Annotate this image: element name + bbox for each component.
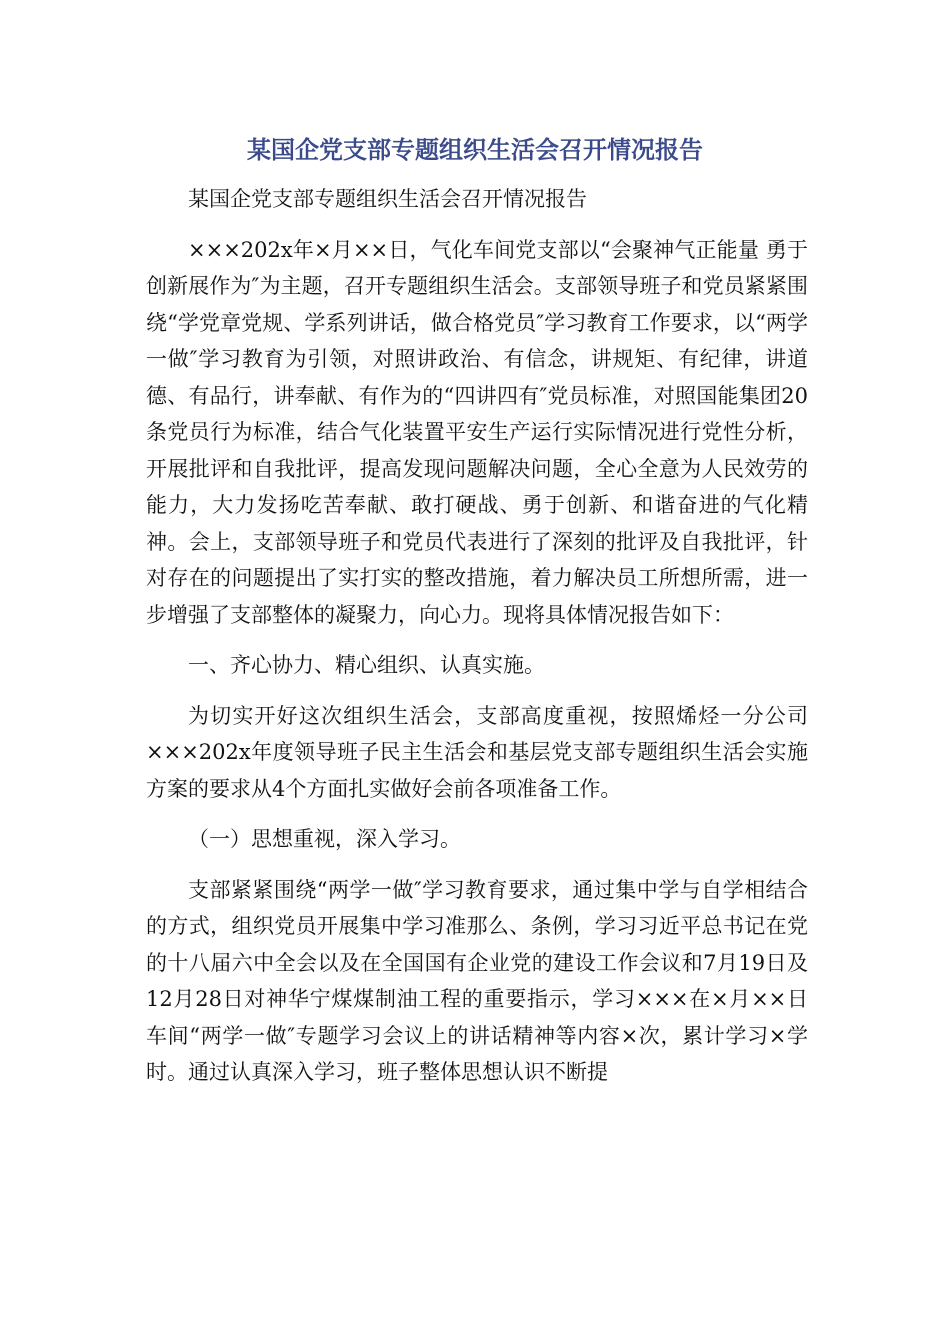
- subsection-1-paragraph: 支部紧紧围绕“两学一做″学习教育要求，通过集中学与自学相结合的方式，组织党员开展集中学习准那么、条例，学习习近平总书记在党的十八届六中全会以及在全国国有企业党的建设工作会议和7月19日及12月28日对神华宁煤煤制油工程的重要指示，学习×××在×月××日车间“两学一做″专题学习会议上的讲话精神等内容×次，累计学习×学时。通过认真深入学习，班子整体思想认识不断提: [146, 877, 808, 1084]
- subtitle-paragraph: 某国企党支部专题组织生活会召开情况报告: [188, 187, 587, 211]
- section-heading-1: 一、齐心协力、精心组织、认真实施。: [188, 653, 545, 677]
- document-title: 某国企党支部专题组织生活会召开情况报告: [247, 136, 703, 164]
- subsection-heading-1: （一）思想重视，深入学习。: [188, 827, 461, 851]
- document-body: [146, 181, 808, 1091]
- intro-paragraph: ×××202x年×月××日，气化车间党支部以“会聚神气正能量 勇于创新展作为″为主题，召开专题组织生活会。支部领导班子和党员紧紧围绕“学党章党规、学系列讲话，做合格党员″学习教育工作要求，以“两学一做″学习教育为引领，对照讲政治、有信念，讲规矩、有纪律，讲道德、有品行，讲奉献、有作为的“四讲四有″党员标准，对照国能集团20条党员行为标准，结合气化装置平安生产运行实际情况进行党性分析，开展批评和自我批评，提高发现问题解决问题，全心全意为人民效劳的能力，大力发扬吃苦奉献、敢打硬战、勇于创新、和谐奋进的气化精神。会上，支部领导班子和党员代表进行了深刻的批评及自我批评，针对存在的问题提出了实打实的整改措施，着力解决员工所想所需，进一步增强了支部整体的凝聚力，向心力。现将具体情况报告如下：: [146, 237, 808, 627]
- section-1-paragraph: 为切实开好这次组织生活会，支部高度重视，按照烯烃一分公司×××202x年度领导班子民主生活会和基层党支部专题组织生活会实施方案的要求从4个方面扎实做好会前各项准备工作。: [146, 703, 808, 801]
